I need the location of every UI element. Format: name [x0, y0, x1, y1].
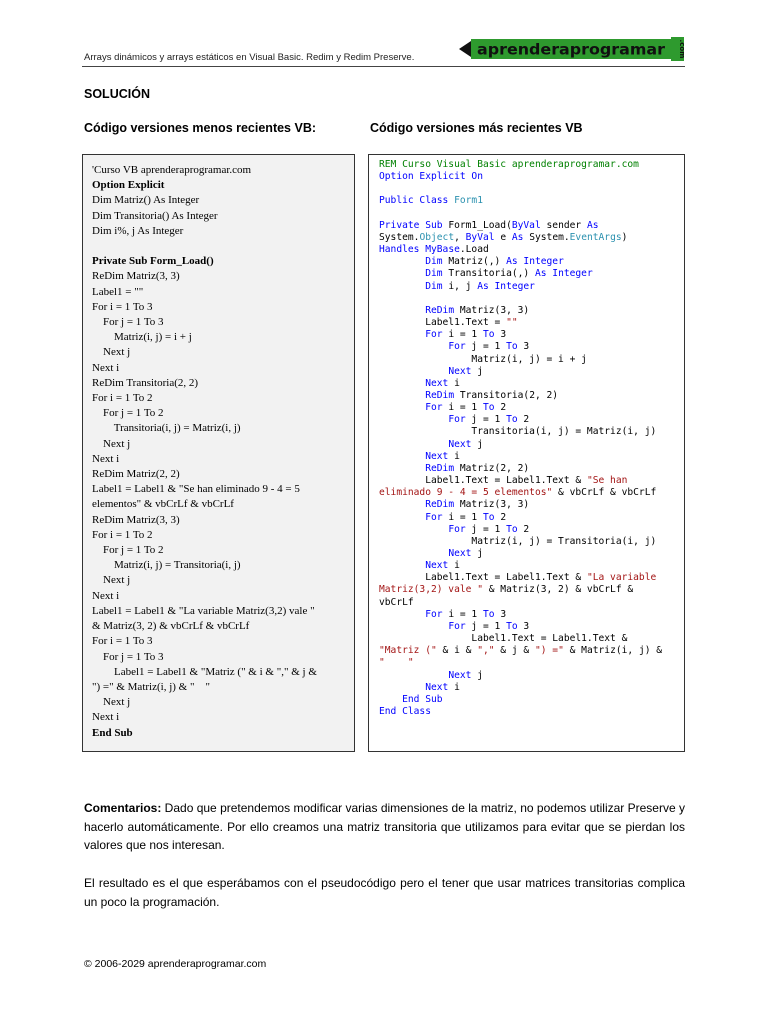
- code-token: For: [448, 523, 466, 535]
- code-line: [379, 402, 684, 414]
- code-token: [379, 402, 425, 413]
- code-token: Next: [425, 681, 449, 693]
- code-token: ByVal: [511, 219, 541, 231]
- code-token: 2: [517, 523, 530, 535]
- code-token: System.: [523, 231, 570, 243]
- code-line: [379, 694, 684, 706]
- code-token: [379, 256, 425, 267]
- legacy-code-listing: [92, 163, 354, 741]
- code-token: j: [471, 669, 483, 681]
- code-token: [379, 268, 425, 279]
- dotnet-code-box: [368, 154, 685, 752]
- code-token: Next: [448, 365, 472, 377]
- aprenderaprogramar-logo: [459, 36, 684, 61]
- code-token: i = 1: [442, 329, 483, 341]
- code-token: For: [425, 511, 443, 523]
- code-line: [379, 390, 684, 402]
- code-token: ReDim: [425, 304, 455, 316]
- code-line: For i = 1 To 3: [92, 300, 153, 313]
- code-line: [379, 572, 684, 584]
- code-token: [379, 341, 448, 352]
- code-token: & Matriz(i, j) &: [563, 645, 663, 657]
- code-token: Form1: [454, 195, 483, 207]
- code-line: [379, 475, 684, 487]
- code-line: For j = 1 To 2: [92, 407, 164, 420]
- code-token: Next: [425, 450, 449, 462]
- code-line: Option Explicit: [92, 179, 165, 192]
- code-token: 3: [517, 341, 530, 353]
- code-line: ReDim Matriz(3, 3): [92, 513, 180, 526]
- code-token: For: [425, 402, 443, 414]
- code-line: For j = 1 To 3: [92, 650, 164, 663]
- code-line: Matriz(i, j) = i + j: [92, 331, 192, 344]
- code-token: MyBase: [425, 244, 460, 256]
- code-line: ReDim Matriz(2, 2): [92, 468, 180, 481]
- code-token: i: [448, 681, 460, 693]
- code-token: Next: [448, 438, 472, 450]
- code-token: As Integer: [477, 280, 535, 292]
- code-token: [379, 499, 425, 510]
- code-token: ReDim: [425, 499, 455, 511]
- code-line: [379, 682, 684, 694]
- code-token: [379, 694, 402, 705]
- code-token: Label1.Text = Label1.Text &: [379, 633, 628, 645]
- code-token: " ": [379, 657, 414, 669]
- code-line: For i = 1 To 2: [92, 392, 153, 405]
- code-token: Transitoria(2, 2): [454, 389, 559, 401]
- code-token: ReDim: [425, 389, 455, 401]
- code-token: Next: [425, 377, 449, 389]
- code-line: [379, 159, 684, 171]
- code-token: Public Class: [379, 195, 455, 207]
- code-token: [379, 451, 425, 462]
- code-line: Label1 = Label1 & "Matriz (" & i & "," & j &: [92, 665, 317, 678]
- code-line: [379, 512, 684, 524]
- code-line: End Sub: [92, 726, 133, 739]
- code-line: Transitoria(i, j) = Matriz(i, j): [92, 422, 241, 435]
- code-token: [379, 414, 448, 425]
- code-line: [379, 256, 684, 268]
- code-token: i = 1: [442, 511, 483, 523]
- code-token: j: [471, 365, 483, 377]
- code-line: [379, 560, 684, 572]
- code-line: [379, 317, 684, 329]
- code-token: Handles: [379, 244, 426, 256]
- code-token: [379, 682, 425, 693]
- code-token: j = 1: [465, 523, 507, 535]
- code-line: [379, 621, 684, 633]
- code-line: [92, 239, 354, 254]
- code-token: Dim: [425, 256, 443, 268]
- solution-heading: SOLUCIÓN: [84, 87, 150, 101]
- code-token: "": [506, 317, 518, 329]
- code-token: Dim: [425, 268, 443, 280]
- code-line: Dim Matriz() As Integer: [92, 194, 200, 207]
- code-token: REM Curso Visual Basic aprenderaprogramar.com: [379, 159, 639, 170]
- code-token: Transitoria(,): [442, 268, 535, 280]
- logo-suffix: .com: [678, 39, 686, 59]
- code-token: Matriz(,): [442, 256, 507, 268]
- code-token: ReDim: [425, 462, 455, 474]
- comments-label: Comentarios:: [84, 801, 162, 815]
- code-line: [379, 232, 684, 244]
- code-token: For: [425, 329, 443, 341]
- code-token: e: [494, 231, 512, 243]
- code-token: eliminado 9 - 4 = 5 elementos": [379, 487, 553, 499]
- code-token: "Matriz (": [379, 645, 437, 657]
- footer-copyright: © 2006-2029 aprenderaprogramar.com: [84, 958, 267, 970]
- code-token: For: [425, 608, 443, 620]
- code-token: i: [448, 560, 460, 572]
- code-token: [379, 390, 425, 401]
- code-token: 2: [517, 414, 530, 426]
- logo-text: aprenderaprogramar: [477, 40, 666, 59]
- code-line: [379, 670, 684, 682]
- code-line: ") =" & Matriz(i, j) & " ": [92, 680, 210, 693]
- code-line: [379, 487, 684, 499]
- code-line: [379, 439, 684, 451]
- code-line: [379, 305, 684, 317]
- code-line: ReDim Matriz(3, 3): [92, 270, 180, 283]
- code-token: As Integer: [506, 256, 564, 268]
- code-token: [379, 281, 425, 292]
- code-token: ByVal: [465, 231, 495, 243]
- code-token: 3: [494, 329, 507, 341]
- code-line: [379, 451, 684, 463]
- code-token: j: [471, 548, 483, 559]
- code-token: 3: [494, 608, 507, 620]
- code-line: Next i: [92, 452, 120, 465]
- code-line: [379, 208, 684, 220]
- code-line: [379, 633, 684, 645]
- code-token: & vbCrLf & vbCrLf: [552, 487, 657, 499]
- code-line: [379, 244, 684, 256]
- code-line: Label1 = "": [92, 285, 144, 298]
- code-token: ,: [454, 231, 466, 243]
- result-paragraph: El resultado es el que esperábamos con el pseudocódigo pero el tener que usar matrices transitorias complica un poco la programación.: [84, 876, 685, 909]
- code-token: Form1_Load(: [448, 219, 512, 231]
- code-line: Dim i%, j As Integer: [92, 224, 184, 237]
- code-token: i: [448, 377, 460, 389]
- code-token: [379, 670, 448, 681]
- code-token: End Sub: [402, 693, 443, 705]
- code-line: [379, 584, 684, 596]
- code-token: Private Sub: [379, 219, 449, 231]
- code-token: End Class: [379, 706, 431, 718]
- code-line: [379, 293, 684, 305]
- code-line: [379, 499, 684, 511]
- code-line: Matriz(i, j) = Transitoria(i, j): [92, 559, 241, 572]
- code-token: To: [482, 402, 495, 414]
- code-token: .Load: [459, 244, 489, 256]
- code-line: [379, 341, 684, 353]
- code-line: [379, 524, 684, 536]
- code-token: System.: [379, 231, 420, 243]
- code-token: Matriz(3, 3): [454, 499, 530, 511]
- code-token: To: [482, 608, 495, 620]
- code-line: For i = 1 To 3: [92, 635, 153, 648]
- code-token: [379, 329, 425, 340]
- code-token: j = 1: [465, 620, 507, 632]
- right-column-heading: Código versiones más recientes VB: [370, 121, 583, 135]
- code-token: As: [586, 219, 599, 231]
- code-token: i = 1: [442, 608, 483, 620]
- code-line: Next j: [92, 574, 131, 587]
- code-token: ): [621, 231, 628, 243]
- code-line: Next i: [92, 711, 120, 724]
- code-line: ReDim Transitoria(2, 2): [92, 376, 199, 389]
- code-token: Next: [425, 560, 449, 572]
- code-token: j: [471, 438, 483, 450]
- code-token: Label1.Text =: [379, 317, 507, 329]
- code-token: 3: [517, 620, 530, 632]
- code-line: Label1 = Label1 & "Se han eliminado 9 - 4 = 5: [92, 483, 300, 496]
- code-token: To: [506, 620, 518, 632]
- code-line: [379, 268, 684, 280]
- left-column-heading: Código versiones menos recientes VB:: [84, 121, 317, 135]
- code-token: [379, 621, 448, 632]
- code-token: As Integer: [534, 268, 593, 280]
- code-token: Matriz(3,2) vale ": [379, 584, 483, 596]
- code-token: [379, 560, 425, 571]
- code-line: Label1 = Label1 & "La variable Matriz(3,2) vale ": [92, 604, 315, 617]
- dotnet-code-listing: [379, 159, 684, 718]
- code-token: For: [448, 620, 466, 632]
- header-divider: [82, 66, 685, 67]
- code-token: To: [506, 341, 518, 353]
- code-token: Option Explicit On: [379, 171, 483, 183]
- code-line: [379, 366, 684, 378]
- code-token: vbCrLf: [379, 596, 414, 608]
- code-line: [379, 426, 684, 438]
- code-token: Matriz(2, 2): [454, 462, 530, 474]
- code-line: Dim Transitoria() As Integer: [92, 209, 218, 222]
- code-line: [379, 414, 684, 426]
- code-token: "Se han: [586, 475, 628, 487]
- code-token: Matriz(i, j) = Transitoria(i, j): [379, 535, 657, 547]
- code-line: [379, 220, 684, 232]
- code-token: & i &: [436, 645, 478, 657]
- code-line: [379, 354, 684, 366]
- code-token: [379, 463, 425, 474]
- code-line: Next i: [92, 361, 120, 374]
- code-line: Next j: [92, 346, 131, 359]
- code-line: Private Sub Form_Load(): [92, 255, 214, 268]
- code-token: Matriz(i, j) = i + j: [379, 353, 587, 365]
- code-line: [379, 171, 684, 183]
- code-token: ") =": [534, 645, 564, 657]
- code-token: As: [511, 231, 524, 243]
- code-token: Next: [448, 548, 472, 559]
- code-token: j = 1: [465, 414, 507, 426]
- code-token: Object: [419, 231, 455, 243]
- code-token: & j &: [494, 645, 535, 657]
- code-line: [379, 281, 684, 293]
- code-line: [379, 548, 684, 560]
- code-line: & Matriz(3, 2) & vbCrLf & vbCrLf: [92, 620, 250, 633]
- code-token: 2: [494, 402, 507, 414]
- code-token: To: [506, 523, 518, 535]
- code-line: For i = 1 To 2: [92, 528, 153, 541]
- code-line: [379, 463, 684, 475]
- code-token: [379, 548, 448, 559]
- code-token: [379, 524, 448, 535]
- code-line: [379, 706, 684, 718]
- code-token: EventArgs: [569, 231, 622, 243]
- code-line: Next i: [92, 589, 120, 602]
- code-line: [379, 329, 684, 341]
- logo-arrow-left: [459, 41, 471, 57]
- code-token: [379, 609, 425, 620]
- code-line: [379, 597, 684, 609]
- code-token: i, j: [442, 280, 478, 292]
- code-line: For j = 1 To 2: [92, 544, 164, 557]
- legacy-code-box: [82, 154, 355, 752]
- code-token: For: [448, 414, 466, 426]
- code-token: Transitoria(i, j) = Matriz(i, j): [379, 426, 657, 438]
- header-title: Arrays dinámicos y arrays estáticos en Visual Basic. Redim y Redim Preserve.: [84, 52, 415, 63]
- code-line: [379, 645, 684, 657]
- comments-paragraph: [84, 799, 685, 855]
- code-token: i = 1: [442, 402, 483, 414]
- code-token: "La variable: [586, 572, 657, 584]
- code-token: [379, 439, 448, 450]
- code-token: [379, 378, 425, 389]
- code-line: [379, 536, 684, 548]
- code-token: [379, 305, 425, 316]
- code-token: To: [482, 329, 495, 341]
- code-line: 'Curso VB aprenderaprogramar.com: [92, 164, 252, 176]
- code-line: [379, 183, 684, 195]
- code-token: For: [448, 341, 466, 353]
- code-line: [379, 657, 684, 669]
- code-token: Next: [448, 669, 472, 681]
- code-token: j = 1: [465, 341, 507, 353]
- code-token: sender: [540, 219, 587, 231]
- code-token: Dim: [425, 280, 443, 292]
- code-token: 2: [494, 511, 507, 523]
- code-line: [379, 378, 684, 390]
- code-token: To: [482, 511, 495, 523]
- code-token: To: [506, 414, 518, 426]
- code-line: elementos" & vbCrLf & vbCrLf: [92, 498, 234, 511]
- code-line: Next j: [92, 437, 131, 450]
- code-line: For j = 1 To 3: [92, 316, 164, 329]
- code-line: [379, 609, 684, 621]
- code-token: [379, 512, 425, 523]
- code-line: [379, 195, 684, 207]
- code-line: Next j: [92, 696, 131, 709]
- code-token: i: [448, 450, 460, 462]
- code-token: ",": [477, 645, 495, 657]
- code-token: & Matriz(3, 2) & vbCrLf &: [482, 584, 634, 596]
- code-token: [379, 366, 448, 377]
- code-token: Label1.Text = Label1.Text &: [379, 475, 587, 487]
- comments-text: Dado que pretendemos modificar varias dimensiones de la matriz, no podemos utilizar Preserve y hacerlo automáticamente. Por ello creamos una matriz transitoria que utilizamos para evitar que se pierdan los valores que nos interesan.: [84, 801, 685, 852]
- code-token: Label1.Text = Label1.Text &: [379, 572, 587, 584]
- code-token: Matriz(3, 3): [454, 304, 530, 316]
